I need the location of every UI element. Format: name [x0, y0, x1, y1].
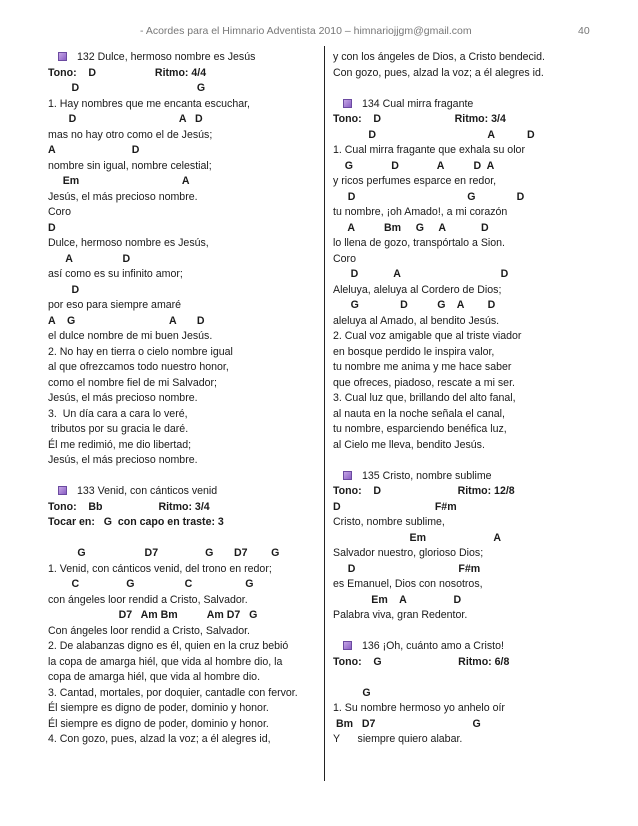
- lyric-line: tributos por su gracia le daré.: [48, 423, 189, 435]
- hymn-bullet-icon: [343, 471, 352, 480]
- hymn-meta: Tono: D Ritmo: 3/4: [333, 113, 506, 125]
- header-text: - Acordes para el Himnario Adventista 2010 – himnariojjgm@gmail.com: [140, 25, 472, 37]
- chord-line: D: [48, 221, 56, 234]
- lyric-line: Él siempre es digno de poder, dominio y honor.: [48, 702, 269, 714]
- lyric-line: al Cielo me lleva, bendito Jesús.: [333, 438, 485, 451]
- chord-line: Em A: [48, 175, 190, 187]
- page-number: 40: [578, 25, 590, 37]
- lyric-line: Él me redimió, me dio libertad;: [48, 438, 192, 451]
- lyric-line: Dulce, hermoso nombre es Jesús,: [48, 237, 209, 249]
- chord-line: A D: [48, 252, 131, 265]
- chord-line: D A D: [48, 113, 203, 125]
- lyric-line: Cristo, nombre sublime,: [333, 516, 445, 528]
- lyric-line: nombre sin igual, nombre celestial;: [48, 159, 212, 172]
- lyric-line: Jesús, el más precioso nombre.: [48, 454, 198, 466]
- lyric-line: 4. Con gozo, pues, alzad la voz; a él alegres id,: [48, 733, 271, 745]
- hymn-title: [48, 50, 318, 66]
- chord-line: A Bm G A D: [333, 221, 489, 234]
- blank-line: [333, 670, 603, 686]
- chord-line: G: [333, 686, 371, 699]
- chord-line: D G D: [333, 190, 525, 203]
- lyric-line: Él siempre es digno de poder, dominio y honor.: [48, 717, 269, 730]
- hymn-meta: Tono: Bb Ritmo: 3/4: [48, 500, 210, 513]
- lyric-line: aleluya al Amado, al bendito Jesús.: [333, 314, 500, 327]
- lyric-line: Palabra viva, gran Redentor.: [333, 609, 468, 621]
- hymn-bullet-icon: [58, 52, 67, 61]
- chord-line: D F#m: [333, 562, 481, 575]
- page-header: [0, 25, 638, 39]
- lyric-line: 2. Cual voz amigable que al triste viador: [333, 330, 522, 342]
- lyric-line: al nauta en la noche señala el canal,: [333, 407, 505, 420]
- lyric-line: 3. Cantad, mortales, por doquier, cantadle con fervor.: [48, 686, 298, 699]
- chord-line: A G A D: [48, 314, 205, 327]
- lyric-line: y con los ángeles de Dios, a Cristo bendecid.: [333, 51, 545, 63]
- right-column: [333, 50, 603, 748]
- lyric-line: 3. Un día cara a cara lo veré,: [48, 407, 188, 420]
- lyric-line: tu nombre me anima y me hace saber: [333, 361, 512, 373]
- lyric-line: mas no hay otro como el de Jesús;: [48, 128, 213, 141]
- hymn-title-text: 136 ¡Oh, cuánto amo a Cristo!: [362, 640, 504, 652]
- lyric-line: Y siempre quiero alabar.: [333, 733, 463, 745]
- hymn-bullet-icon: [343, 99, 352, 108]
- lyric-line: 2. No hay en tierra o cielo nombre igual: [48, 345, 233, 358]
- hymn-meta: Tocar en: G con capo en traste: 3: [48, 516, 224, 528]
- chord-line: Em A D: [333, 593, 462, 606]
- lyric-line: Coro: [48, 206, 71, 218]
- lyric-line: por eso para siempre amaré: [48, 299, 182, 311]
- lyric-line: el dulce nombre de mi buen Jesús.: [48, 330, 213, 342]
- lyric-line: copa de amarga hiél, que vida al hombre dio.: [48, 671, 261, 683]
- hymn-meta: Tono: D Ritmo: 4/4: [48, 66, 207, 79]
- chord-line: Em A: [333, 531, 501, 544]
- lyric-line: Con gozo, pues, alzad la voz; a él alegres id.: [333, 66, 544, 79]
- hymn-title-text: 135 Cristo, nombre sublime: [362, 469, 492, 482]
- chord-line: G D A D A: [333, 159, 495, 172]
- chord-line: D A D: [333, 128, 535, 141]
- hymn-bullet-icon: [343, 641, 352, 650]
- chord-line: D G: [48, 82, 206, 94]
- lyric-line: y ricos perfumes esparce en redor,: [333, 175, 497, 187]
- hymn-bullet-icon: [58, 486, 67, 495]
- lyric-line: Jesús, el más precioso nombre.: [48, 392, 198, 404]
- lyric-line: así como es su infinito amor;: [48, 268, 183, 280]
- lyric-line: 1. Su nombre hermoso yo anhelo oír: [333, 702, 505, 714]
- lyric-line: la copa de amarga hiél, que vida al hombre dio, la: [48, 655, 283, 668]
- lyric-line: es Emanuel, Dios con nosotros,: [333, 578, 483, 590]
- lyric-line: Salvador nuestro, glorioso Dios;: [333, 547, 484, 559]
- lyric-line: como el nombre fiel de mi Salvador;: [48, 376, 217, 389]
- chord-line: D A D: [333, 268, 509, 280]
- chord-line: D F#m: [333, 500, 457, 513]
- hymn-meta: Tono: G Ritmo: 6/8: [333, 655, 510, 668]
- chord-line: Bm D7 G: [333, 717, 481, 730]
- lyric-line: 2. De alabanzas digno es él, quien en la cruz bebió: [48, 640, 289, 652]
- lyric-line: con ángeles loor rendid a Cristo, Salvador.: [48, 593, 248, 606]
- hymn-title: [333, 639, 603, 655]
- blank-line: [48, 469, 318, 485]
- lyric-line: 1. Venid, con cánticos venid, del trono en redor;: [48, 562, 272, 575]
- hymn-title-text: 133 Venid, con cánticos venid: [77, 485, 218, 497]
- chord-line: A D: [48, 144, 140, 156]
- lyric-line: Jesús, el más precioso nombre.: [48, 190, 198, 203]
- hymn-title: [48, 484, 318, 500]
- lyric-line: al que ofrezcamos todo nuestro honor,: [48, 361, 229, 373]
- chord-line: D: [48, 283, 80, 296]
- lyric-line: que ofreces, piadoso, rescate a mi ser.: [333, 376, 515, 389]
- lyric-line: 1. Hay nombres que me encanta escuchar,: [48, 97, 250, 110]
- lyric-line: Aleluya, aleluya al Cordero de Dios;: [333, 283, 502, 296]
- hymn-meta: Tono: D Ritmo: 12/8: [333, 485, 515, 497]
- hymn-title-text: 132 Dulce, hermoso nombre es Jesús: [77, 51, 256, 63]
- chord-line: C G C G: [48, 578, 254, 590]
- hymn-title: [333, 469, 603, 485]
- hymn-title-text: 134 Cual mirra fragante: [362, 97, 474, 110]
- chord-line: G D7 G D7 G: [48, 547, 280, 559]
- blank-line: [333, 453, 603, 469]
- left-column: [48, 50, 318, 748]
- blank-line: [48, 531, 318, 547]
- chord-line: G D G A D: [333, 299, 496, 311]
- blank-line: [333, 624, 603, 640]
- lyric-line: 3. Cual luz que, brillando del alto fanal,: [333, 392, 516, 404]
- lyric-line: Coro: [333, 252, 356, 265]
- lyric-line: 1. Cual mirra fragante que exhala su olor: [333, 144, 525, 156]
- column-divider: [324, 46, 325, 781]
- lyric-line: tu nombre, esparciendo benéfica luz,: [333, 423, 507, 435]
- blank-line: [333, 81, 603, 97]
- lyric-line: tu nombre, ¡oh Amado!, a mi corazón: [333, 206, 508, 218]
- chord-line: D7 Am Bm Am D7 G: [48, 609, 258, 621]
- lyric-line: en bosque perdido le inspira valor,: [333, 345, 495, 358]
- lyric-line: Con ángeles loor rendid a Cristo, Salvador.: [48, 624, 250, 637]
- hymn-title: [333, 97, 603, 113]
- lyric-line: lo llena de gozo, transpórtalo a Sion.: [333, 237, 505, 249]
